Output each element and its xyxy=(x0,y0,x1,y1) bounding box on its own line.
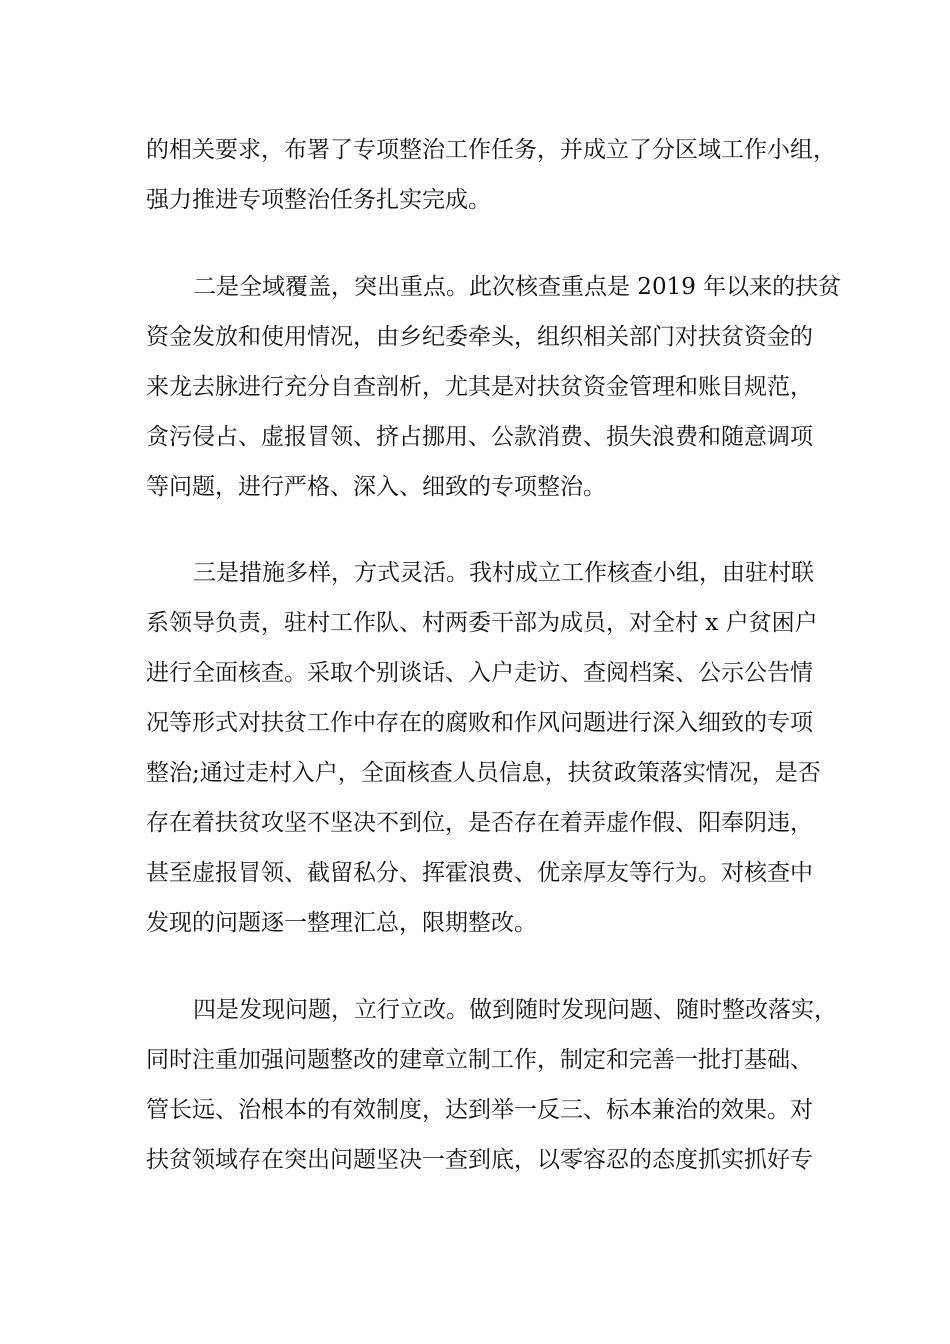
text-line: 的相关要求，布署了专项整治工作任务，并成立了分区域工作小组， xyxy=(146,137,836,163)
text-line: 等问题，进行严格、深入、细致的专项整治。 xyxy=(146,474,606,500)
text-line: 资金发放和使用情况，由乡纪委牵头，组织相关部门对扶贫资金的 xyxy=(146,324,813,350)
text-line: 同时注重加强问题整改的建章立制工作，制定和完善一批打基础、 xyxy=(146,1047,813,1073)
text-line: 管长远、治根本的有效制度，达到举一反三、标本兼治的效果。对 xyxy=(146,1097,813,1123)
text-line: 贪污侵占、虚报冒领、挤占挪用、公款消费、损失浪费和随意调项 xyxy=(146,424,813,450)
text-line: 扶贫领域存在突出问题坚决一查到底，以零容忍的态度抓实抓好专 xyxy=(146,1147,813,1173)
text-line: 甚至虚报冒领、截留私分、挥霍浪费、优亲厚友等行为。对核查中 xyxy=(146,860,813,886)
text-line: 整治;通过走村入户，全面核查人员信息，扶贫政策落实情况，是否 xyxy=(146,760,821,786)
text-line: 四是发现问题，立行立改。做到随时发现问题、随时整改落实， xyxy=(193,997,837,1023)
text-line: 强力推进专项整治任务扎实完成。 xyxy=(146,187,491,213)
text-line: 系领导负责，驻村工作队、村两委干部为成员，对全村 x 户贫困户 xyxy=(146,610,818,636)
text-line: 进行全面核查。采取个别谈话、入户走访、查阅档案、公示公告情 xyxy=(146,660,813,686)
text-line: 三是措施多样，方式灵活。我村成立工作核查小组，由驻村联 xyxy=(193,560,814,586)
text-line: 来龙去脉进行充分自查剖析，尤其是对扶贫资金管理和账目规范， xyxy=(146,374,813,400)
text-line: 发现的问题逐一整理汇总，限期整改。 xyxy=(146,910,537,936)
text-line: 况等形式对扶贫工作中存在的腐败和作风问题进行深入细致的专项 xyxy=(146,710,813,736)
text-line: 二是全域覆盖，突出重点。此次核查重点是 2019 年以来的扶贫 xyxy=(193,274,842,300)
text-line: 存在着扶贫攻坚不坚决不到位，是否存在着弄虚作假、阳奉阴违， xyxy=(146,810,813,836)
